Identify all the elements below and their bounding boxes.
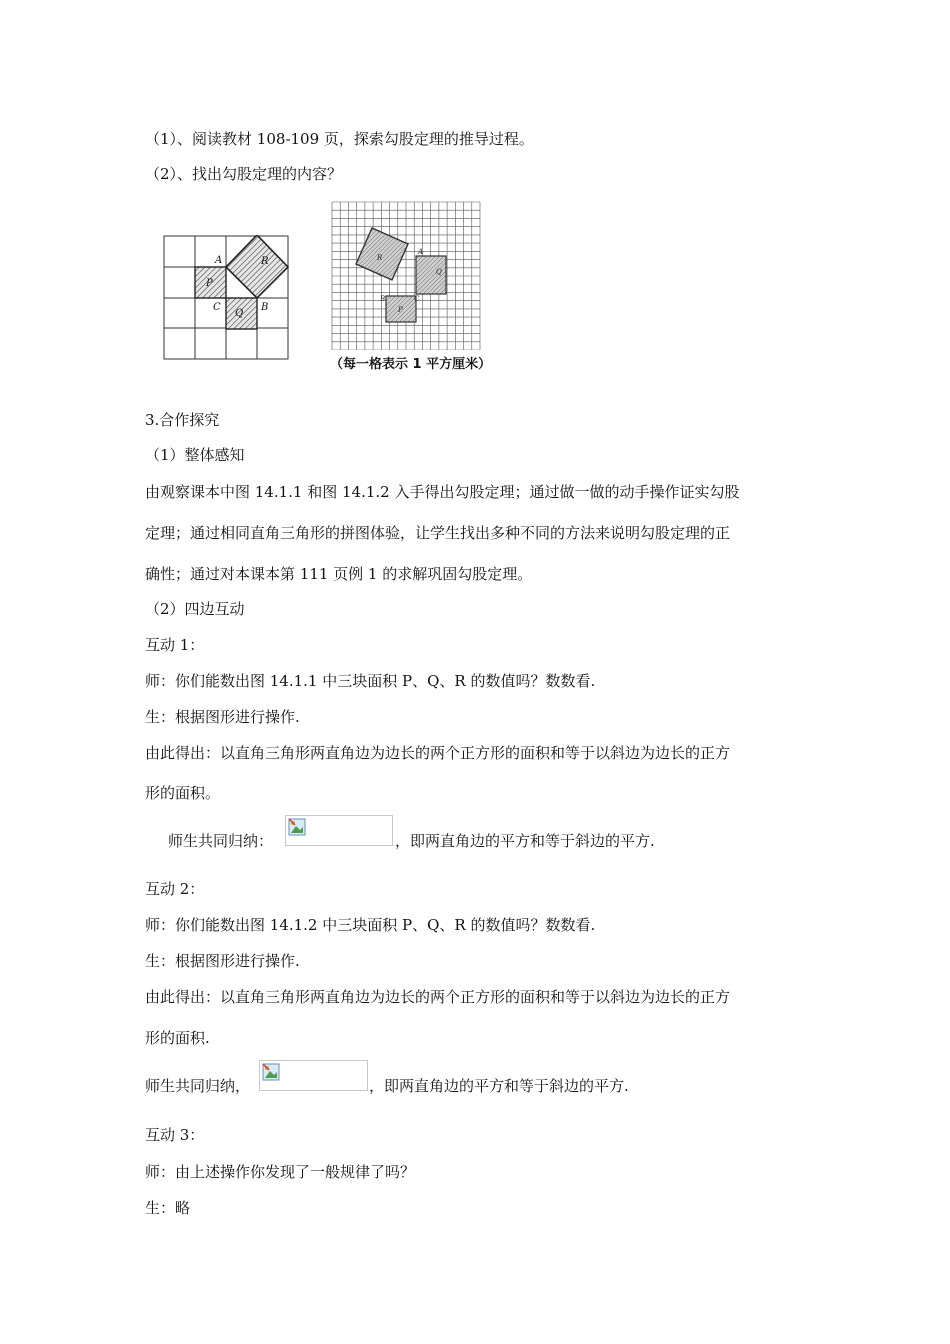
figure-14-1-2: [330, 200, 482, 350]
label-p: P: [206, 278, 213, 289]
paragraph-line-3: 确性；通过对本课本第 111 页例 1 的求解巩固勾股定理。: [145, 565, 533, 583]
interaction-1-teacher: 师：你们能数出图 14.1.1 中三块面积 P、Q、R 的数值吗？数数看.: [145, 672, 596, 690]
label-q: Q: [235, 308, 244, 319]
interaction-3-teacher: 师：由上述操作你发现了一般规律了吗？: [145, 1163, 416, 1181]
figure-caption: （每一格表示 1 平方厘米）: [330, 357, 492, 372]
interaction-3-student: 生：略: [145, 1199, 191, 1217]
paragraph-line-2: 定理；通过相同直角三角形的拼图体验，让学生找出多种不同的方法来说明勾股定理的正: [145, 524, 731, 542]
section-heading: 3.合作探究: [145, 411, 220, 429]
interaction-1-summary-suffix: ，即两直角边的平方和等于斜边的平方.: [395, 832, 655, 850]
figure-14-1-1: [163, 235, 291, 361]
interaction-1-title: 互动 1：: [145, 636, 205, 654]
subheading-overall: （1）整体感知: [145, 446, 245, 464]
interaction-2-conclusion-2: 形的面积.: [145, 1029, 210, 1047]
label-r: R: [261, 256, 269, 267]
label-b-right: B: [380, 295, 386, 303]
label-a: A: [215, 255, 223, 266]
interaction-1-conclusion-2: 形的面积。: [145, 784, 221, 802]
interaction-2-student: 生：根据图形进行操作.: [145, 952, 300, 970]
subheading-interaction: （2）四边互动: [145, 600, 245, 618]
paragraph-line-1: 由观察课本中图 14.1.1 和图 14.1.2 入手得出勾股定理；通过做一做的动手操作证实勾股: [145, 483, 740, 501]
label-b: B: [261, 302, 269, 313]
interaction-3-title: 互动 3：: [145, 1126, 205, 1144]
label-q-right: Q: [436, 268, 442, 276]
broken-image-icon: [259, 1060, 368, 1091]
reading-item-2: （2）、找出勾股定理的内容？: [145, 165, 343, 183]
broken-image-icon: [285, 815, 393, 846]
interaction-2-teacher: 师：你们能数出图 14.1.2 中三块面积 P、Q、R 的数值吗？数数看.: [145, 916, 596, 934]
label-r-right: R: [377, 254, 383, 262]
interaction-2-summary-prefix: 师生共同归纳，: [145, 1077, 251, 1095]
interaction-2-summary-suffix: ，即两直角边的平方和等于斜边的平方.: [369, 1077, 629, 1095]
label-c-right: C: [414, 295, 420, 303]
interaction-1-summary-prefix: 师生共同归纳：: [168, 832, 274, 850]
label-a-right: A: [418, 248, 424, 256]
reading-item-1: （1）、阅读教材 108-109 页，探索勾股定理的推导过程。: [145, 130, 534, 148]
interaction-2-title: 互动 2：: [145, 880, 205, 898]
label-c: C: [213, 302, 221, 313]
interaction-1-conclusion-1: 由此得出：以直角三角形两直角边为边长的两个正方形的面积和等于以斜边为边长的正方: [145, 744, 731, 762]
interaction-1-student: 生：根据图形进行操作.: [145, 708, 300, 726]
label-p-right: P: [398, 306, 403, 314]
interaction-2-conclusion-1: 由此得出：以直角三角形两直角边为边长的两个正方形的面积和等于以斜边为边长的正方: [145, 988, 731, 1006]
